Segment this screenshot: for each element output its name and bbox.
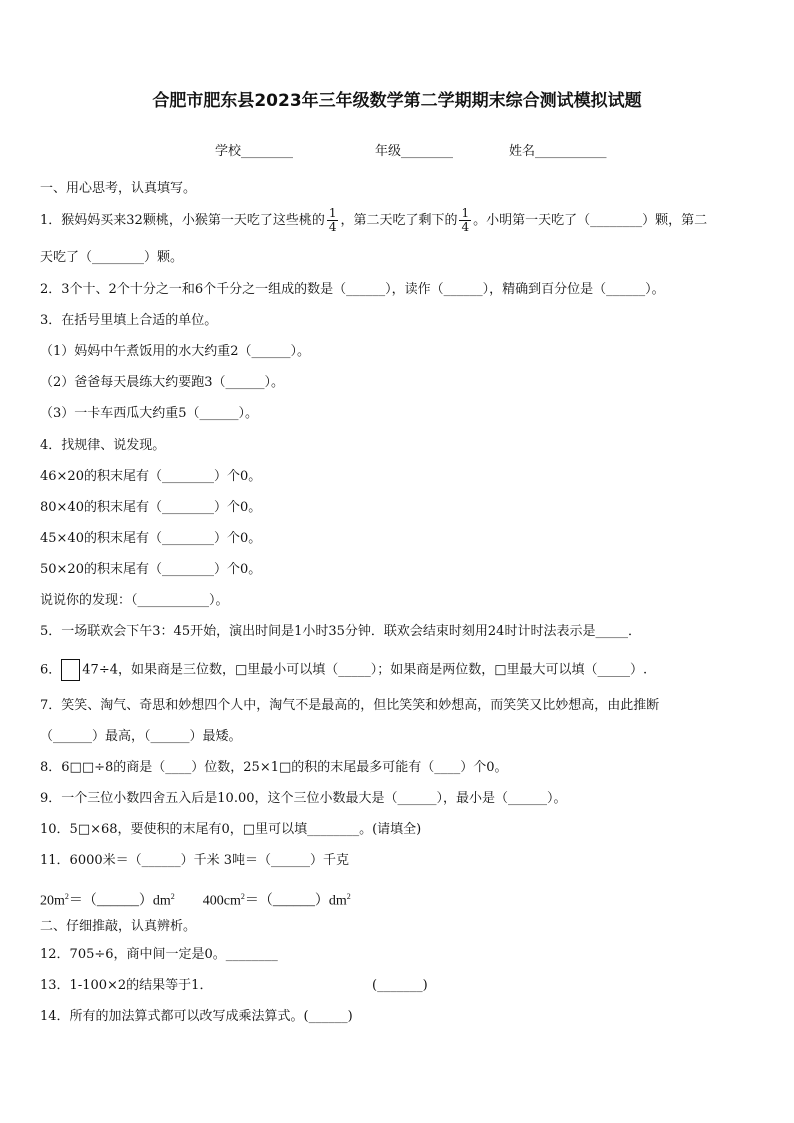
blank-box-icon: [61, 659, 80, 681]
section-1-heading: 一、用心思考，认真填写。: [40, 181, 197, 196]
school-field: 学校________: [215, 144, 294, 159]
section-2-heading: 二、仔细推敲，认真辨析。: [40, 919, 197, 934]
question-14: 14．所有的加法算式都可以改写成乘法算式。(______): [40, 1009, 353, 1024]
question-4-5: 说说你的发现：（___________）。: [40, 593, 229, 608]
question-5: 5．一场联欢会下午3：45开始，演出时间是1小时35分钟．联欢会结束时刻用24时计时法表示是_____．: [40, 624, 641, 639]
q6-prefix: 6．: [40, 662, 62, 678]
question-11-area: $20m^2=(\_\_\_\_\_\_)dm^2$ $400cm^2=(\_\_\_\_\_\_)dm^2$: [40, 892, 351, 909]
q1-text-c: 。小明第一天吃了（________）颗，第二: [473, 213, 708, 228]
question-7: 7．笑笑、淘气、奇思和妙想四个人中，淘气不是最高的，但比笑笑和妙想高，而笑笑又比妙想高，由此推断: [40, 698, 660, 713]
question-1: [40, 207, 707, 234]
question-6: [40, 659, 647, 681]
q1-text-b: ，第二天吃了剩下的: [340, 213, 458, 228]
name-field: 姓名___________: [509, 144, 607, 159]
question-9: 9．一个三位小数四舍五入后是10.00，这个三位小数最大是（______），最小是（______）。: [40, 791, 567, 806]
page-title: 合肥市肥东县2023年三年级数学第二学期期末综合测试模拟试题: [152, 91, 642, 111]
question-1-cont: 天吃了（________）颗。: [40, 250, 184, 265]
question-7-cont: （______）最高，（______）最矮。: [40, 729, 242, 744]
question-11: 11．6000米＝（______）千米 3吨＝（______）千克: [40, 853, 350, 868]
question-3-2: （2）爸爸每天晨练大约要跑3（______）。: [40, 375, 285, 390]
question-3-3: （3）一卡车西瓜大约重5（______）。: [40, 406, 259, 421]
question-13-blank: (_______): [372, 978, 428, 993]
fraction-one-quarter-2: $\frac{1}{4}$: [461, 206, 470, 234]
question-12: 12．705÷6，商中间一定是0。________: [40, 947, 278, 962]
question-13: 13．1-100×2的结果等于1．: [40, 978, 213, 993]
question-2: 2．3个十、2个十分之一和6个千分之一组成的数是（______），读作（______），精确到百分位是（______）。: [40, 282, 665, 297]
question-4: 4．找规律、说发现。: [40, 438, 166, 453]
q6-text: 47÷4，如果商是三位数，□里最小可以填（_____）；如果商是两位数，□里最大可以填（_____）.: [82, 662, 648, 678]
grade-field: 年级________: [375, 144, 454, 159]
question-4-4: 50×20的积末尾有（________）个0。: [40, 562, 262, 577]
question-8: 8．6□□÷8的商是（____）位数，25×1□的积的末尾最多可能有（____）个0。: [40, 760, 508, 775]
fraction-one-quarter: $\frac{1}{4}$: [328, 206, 337, 234]
question-4-3: 45×40的积末尾有（________）个0。: [40, 531, 262, 546]
question-3-1: （1）妈妈中午煮饭用的水大约重2（______）。: [40, 344, 311, 359]
question-3: 3．在括号里填上合适的单位。: [40, 313, 218, 328]
question-10: 10．5□×68，要使积的末尾有0，□里可以填________。(请填全): [40, 822, 422, 837]
question-4-1: 46×20的积末尾有（________）个0。: [40, 469, 262, 484]
q1-text-a: 1．猴妈妈买来32颗桃，小猴第一天吃了这些桃的: [40, 213, 325, 228]
question-4-2: 80×40的积末尾有（________）个0。: [40, 500, 262, 515]
